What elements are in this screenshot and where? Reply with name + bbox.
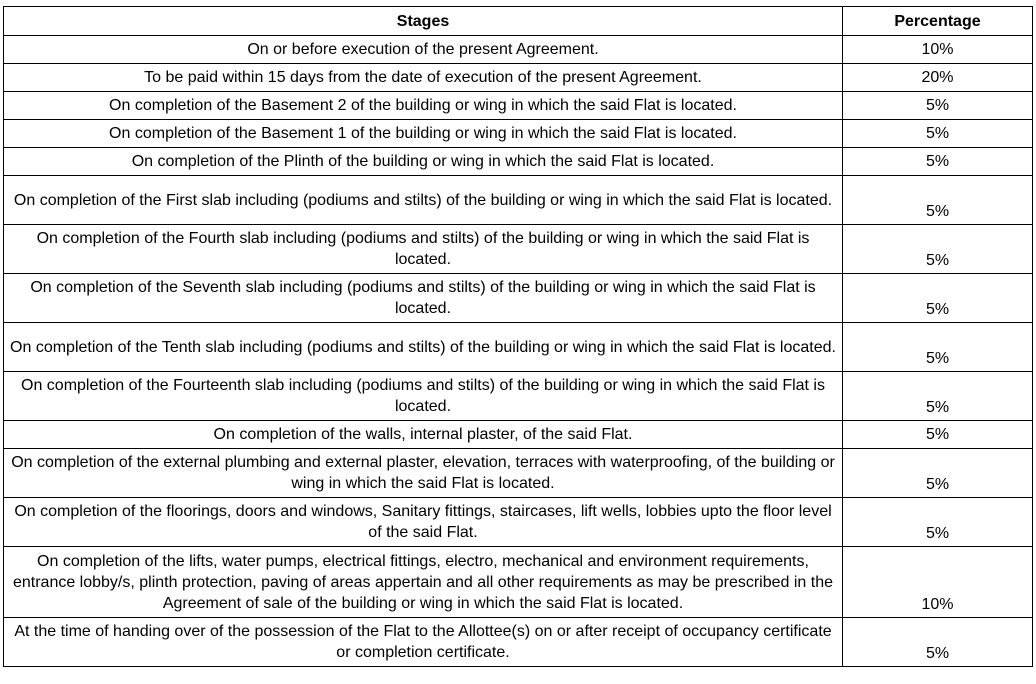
header-row — [4, 7, 1033, 36]
table-row — [4, 92, 1033, 120]
stage-cell: On completion of the Fourteenth slab including (podiums and stilts) of the building or wing in which the said Flat is located. — [4, 372, 843, 421]
percentage-cell: 5% — [843, 323, 1033, 372]
table-row — [4, 547, 1033, 618]
stage-cell: On completion of the walls, internal plaster, of the said Flat. — [4, 421, 843, 449]
stage-cell: On completion of the external plumbing and external plaster, elevation, terraces with waterproofing, of the building or wing in which the said Flat is located. — [4, 449, 843, 498]
stage-cell: On completion of the floorings, doors and windows, Sanitary fittings, staircases, lift wells, lobbies upto the floor level of the said Flat. — [4, 498, 843, 547]
percentage-cell: 20% — [843, 64, 1033, 92]
stage-cell: On completion of the Plinth of the building or wing in which the said Flat is located. — [4, 148, 843, 176]
stage-cell: On completion of the Basement 2 of the building or wing in which the said Flat is located. — [4, 92, 843, 120]
percentage-cell: 5% — [843, 148, 1033, 176]
percentage-cell: 5% — [843, 449, 1033, 498]
stage-cell: On completion of the Basement 1 of the building or wing in which the said Flat is located. — [4, 120, 843, 148]
percentage-cell: 5% — [843, 176, 1033, 225]
table-row — [4, 36, 1033, 64]
percentage-cell: 10% — [843, 36, 1033, 64]
stage-cell: On or before execution of the present Agreement. — [4, 36, 843, 64]
percentage-cell: 5% — [843, 372, 1033, 421]
table-row — [4, 421, 1033, 449]
table-row — [4, 498, 1033, 547]
table-row — [4, 618, 1033, 667]
stages-header: Stages — [4, 7, 843, 36]
percentage-cell: 5% — [843, 618, 1033, 667]
table-row — [4, 449, 1033, 498]
table-row — [4, 372, 1033, 421]
percentage-cell: 5% — [843, 274, 1033, 323]
stage-cell: On completion of the lifts, water pumps, electrical fittings, electro, mechanical and environment requirements, entrance lobby/s, plinth protection, paving of areas appertain and all other requirements as may be prescribed in the Agreement of sale of the building or wing in which the said Flat is located. — [4, 547, 843, 618]
table-row — [4, 225, 1033, 274]
stage-cell: To be paid within 15 days from the date of execution of the present Agreement. — [4, 64, 843, 92]
percentage-cell: 5% — [843, 120, 1033, 148]
table-row — [4, 64, 1033, 92]
percentage-header: Percentage — [843, 7, 1033, 36]
percentage-cell: 10% — [843, 547, 1033, 618]
stage-cell: On completion of the Tenth slab including (podiums and stilts) of the building or wing in which the said Flat is located. — [4, 323, 843, 372]
table-row — [4, 323, 1033, 372]
stage-cell: On completion of the Fourth slab including (podiums and stilts) of the building or wing in which the said Flat is located. — [4, 225, 843, 274]
percentage-cell: 5% — [843, 498, 1033, 547]
percentage-cell: 5% — [843, 225, 1033, 274]
payment-schedule-table — [3, 6, 1033, 667]
table-row — [4, 148, 1033, 176]
percentage-cell: 5% — [843, 92, 1033, 120]
table-row — [4, 120, 1033, 148]
table-row — [4, 274, 1033, 323]
stage-cell: On completion of the Seventh slab including (podiums and stilts) of the building or wing in which the said Flat is located. — [4, 274, 843, 323]
stage-cell: At the time of handing over of the possession of the Flat to the Allottee(s) on or after receipt of occupancy certificate or completion certificate. — [4, 618, 843, 667]
percentage-cell: 5% — [843, 421, 1033, 449]
stage-cell: On completion of the First slab including (podiums and stilts) of the building or wing in which the said Flat is located. — [4, 176, 843, 225]
table-row — [4, 176, 1033, 225]
